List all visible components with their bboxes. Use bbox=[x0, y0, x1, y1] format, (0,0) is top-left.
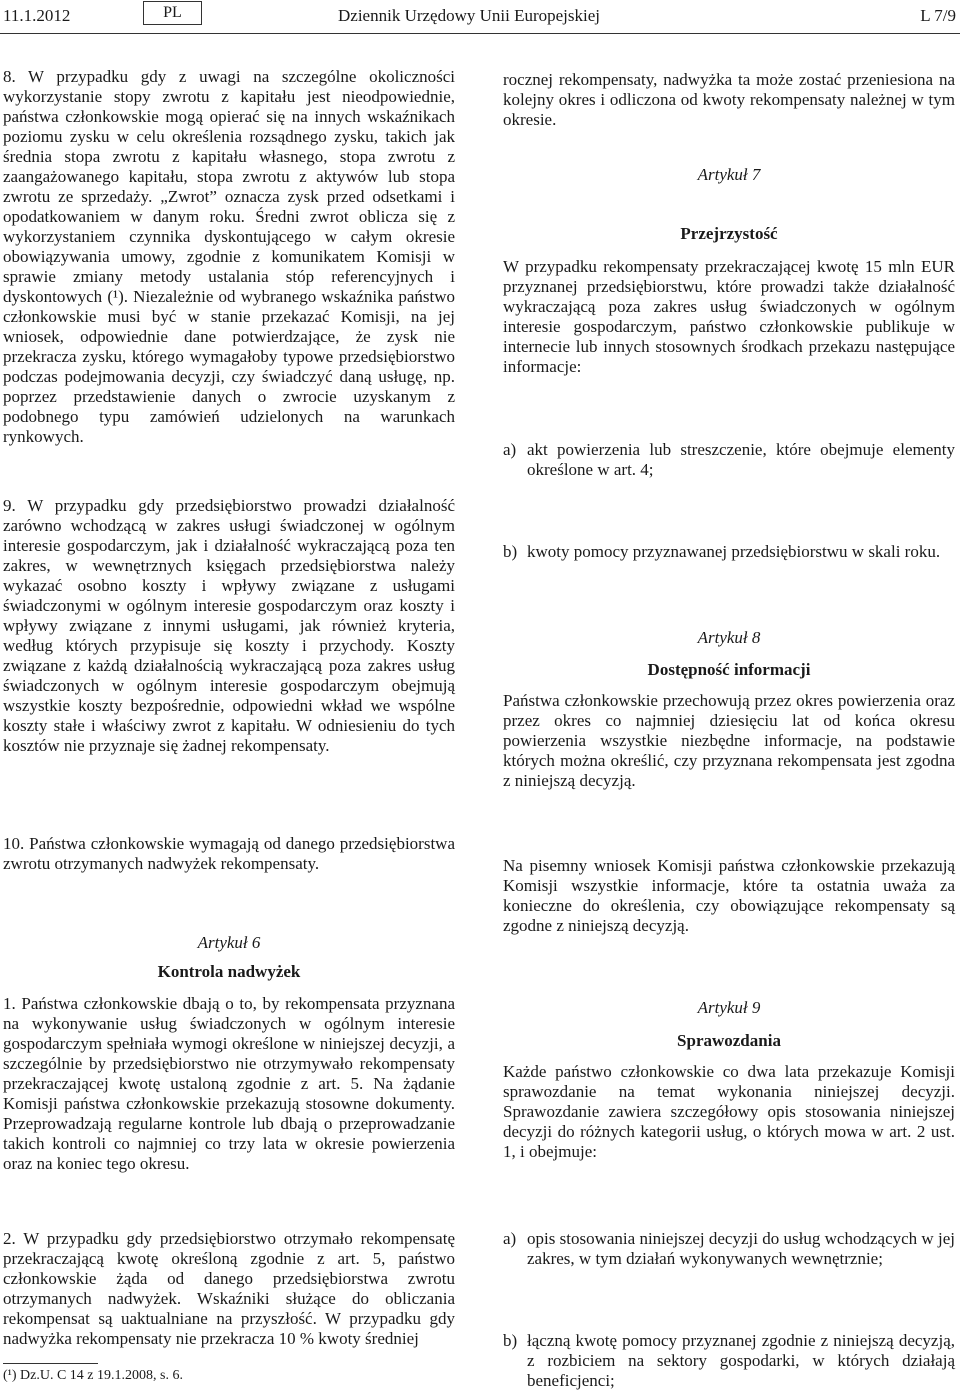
article-8-title: Dostępność informacji bbox=[647, 660, 811, 679]
article-6-paragraph-1: 1. Państwa członkowskie dbają o to, by rekompensata przyznana na wykonywanie usług świadczonych w ogólnym interesie gospodarczym spełniała wymogi określone w niniejszej decyzji, a szczególnie by przedsiębiorstwo nie otrzymywało rekompensaty przekraczającej kwotę ustaloną zgodnie z art. 5. Na żądanie Komisji państwa członkowskie przekazują stosowne dokumenty. Przeprowadzają regularne kontrole lub dbają o przeprowadzanie takich kontroli co najmniej co trzy lata w okresie powierzenia oraz na koniec tego okresu. bbox=[3, 994, 455, 1173]
footnote-rule bbox=[3, 1363, 98, 1364]
article-9-intro: Każde państwo członkowskie co dwa lata przekazuje Komisji sprawozdanie na temat wykonania niniejszej decyzji. Sprawozdanie zawiera szczegółowy opis stosowania niniejszej decyzji do różnych kategorii usług, o których mowa w art. 2 ust. 1, i obejmuje: bbox=[503, 1062, 955, 1161]
continued-paragraph: rocznej rekompensaty, nadwyżka ta może zostać przeniesiona na kolejny okres i odliczona od kwoty rekompensaty należnej w tym okresie. bbox=[503, 70, 955, 129]
article-8-paragraph-2: Na pisemny wniosek Komisji państwa członkowskie przekazują Komisji wszystkie informacje, które ta ostatnia uważa za konieczne do określenia, czy obowiązujące rekompensaty są zgodne z niniejszą decyzją. bbox=[503, 856, 955, 935]
language-badge: PL bbox=[143, 1, 202, 25]
item-label: a) bbox=[503, 1229, 517, 1248]
item-text: kwoty pomocy przyznawanej przedsiębiorstwu w skali roku. bbox=[527, 542, 941, 561]
article-6-paragraph-2: 2. W przypadku gdy przedsiębiorstwo otrzymało rekompensatę przekraczającą kwotę określoną zgodnie z art. 5, państwo członkowskie żąda od danego przedsiębiorstwa zwrotu otrzymanych nadwyżek. Wskaźniki służące do obliczania rekompensat są uaktualniane na przyszłość. W przypadku gdy nadwyżka rekompensaty nie przekracza 10 % kwoty średniej bbox=[3, 1229, 455, 1348]
item-text: opis stosowania niniejszej decyzji do usług wchodzących w jej zakres, w tym działań wykonywanych wewnętrznie; bbox=[527, 1229, 955, 1268]
article-7-item-a bbox=[503, 440, 955, 480]
item-text: łączną kwotę pomocy przyznanej zgodnie z niniejszą decyzją, z rozbiciem na sektory gospodarki, w których działają beneficjenci; bbox=[527, 1331, 955, 1390]
article-8-label: Artykuł 8 bbox=[697, 628, 761, 647]
page-number: L 7/9 bbox=[920, 6, 956, 25]
article-9-item-b bbox=[503, 1331, 955, 1391]
paragraph-8: 8. W przypadku gdy z uwagi na szczególne okoliczności wykorzystanie stopy zwrotu z kapitału jest nieodpowiednie, państwa członkowskie mogą opierać się na innych wskaźnikach poziomu zysku w celu określenia rozsądnego zysku, takich jak średnia stopa zwrotu z kapitału własnego, stopa zwrotu z zaangażowanego kapitału, stopa zwrotu z aktywów lub stopa zwrotu ze sprzedaży. „Zwrot” oznacza zysk przed odsetkami i opodatkowaniem w danym roku. Średni zwrot oblicza się z wykorzystaniem czynnika dyskontującego w całym okresie obowiązywania umowy, zgodnie z komunikatem Komisji w sprawie zmiany metody ustalania stóp referencyjnych i dyskontowych (¹). Niezależnie od wybranego wskaźnika państwo członkowskie musi być w stanie przekazać Komisji, na jej wniosek, odpowiednie dane potwierdzające, że zysk nie przekracza zysku, którego wymagałoby typowe przedsiębiorstwo podczas podejmowania decyzji, czy świadczyć daną usługę, np. poprzez przedstawienie danych o zwrocie uzyskanym z podobnego typu zamówień udzielonych na warunkach rynkowych. bbox=[3, 67, 455, 446]
article-9-title: Sprawozdania bbox=[677, 1031, 781, 1050]
article-6-title: Kontrola nadwyżek bbox=[157, 962, 301, 981]
article-9-item-a bbox=[503, 1229, 955, 1269]
article-6-label: Artykuł 6 bbox=[197, 933, 261, 952]
article-9-label: Artykuł 9 bbox=[697, 998, 761, 1017]
item-text: akt powierzenia lub streszczenie, które obejmuje elementy określone w art. 4; bbox=[527, 440, 955, 479]
footnote: (¹) Dz.U. C 14 z 19.1.2008, s. 6. bbox=[3, 1368, 183, 1383]
article-7-label: Artykuł 7 bbox=[697, 165, 761, 184]
article-7-title: Przejrzystość bbox=[680, 224, 778, 243]
publication-date: 11.1.2012 bbox=[3, 6, 71, 25]
paragraph-10: 10. Państwa członkowskie wymagają od danego przedsiębiorstwa zwrotu otrzymanych nadwyżek rekompensaty. bbox=[3, 834, 455, 873]
paragraph-9: 9. W przypadku gdy przedsiębiorstwo prowadzi działalność zarówno wchodzącą w zakres usługi świadczonej w ogólnym interesie gospodarczym, jak i działalność wykraczającą poza ten zakres, w wewnętrznych księgach przedsiębiorstwa należy wykazać osobno koszty i wpływy związane z usługami świadczonymi w ogólnym interesie gospodarczym oraz koszty i wpływy związane z innymi usługami, jak również kryteria, według których przypisuje się koszty i przychody. Koszty związane z każdą działalnością wykraczającą poza zakres usług świadczonych w ogólnym interesie gospodarczym obejmują wszystkie koszty bezpośrednie, odpowiedni wkład we wspólne koszty stałe i właściwy zwrot z kapitału. W odniesieniu do tych kosztów nie przyznaje się żadnej rekompensaty. bbox=[3, 496, 455, 755]
journal-title: Dziennik Urzędowy Unii Europejskiej bbox=[338, 6, 601, 25]
item-label: b) bbox=[503, 1331, 518, 1350]
article-7-item-b bbox=[503, 542, 955, 562]
item-label: a) bbox=[503, 440, 517, 459]
article-7-intro: W przypadku rekompensaty przekraczającej kwotę 15 mln EUR przyznanej przedsiębiorstwu, które prowadzi także działalność wykraczającą poza zakres usług świadczonych w ogólnym interesie gospodarczym, państwo członkowskie publikuje w internecie lub innych stosownych środkach przekazu następujące informacje: bbox=[503, 257, 955, 376]
article-8-paragraph-1: Państwa członkowskie przechowują przez okres powierzenia oraz przez okres co najmniej dziesięciu lat od końca okresu powierzenia wszystkie niezbędne informacje, na podstawie których można określić, czy przyznana rekompensata jest zgodna z niniejszą decyzją. bbox=[503, 691, 955, 790]
page-header bbox=[0, 0, 960, 36]
header-rule bbox=[0, 33, 960, 34]
item-label: b) bbox=[503, 542, 518, 561]
